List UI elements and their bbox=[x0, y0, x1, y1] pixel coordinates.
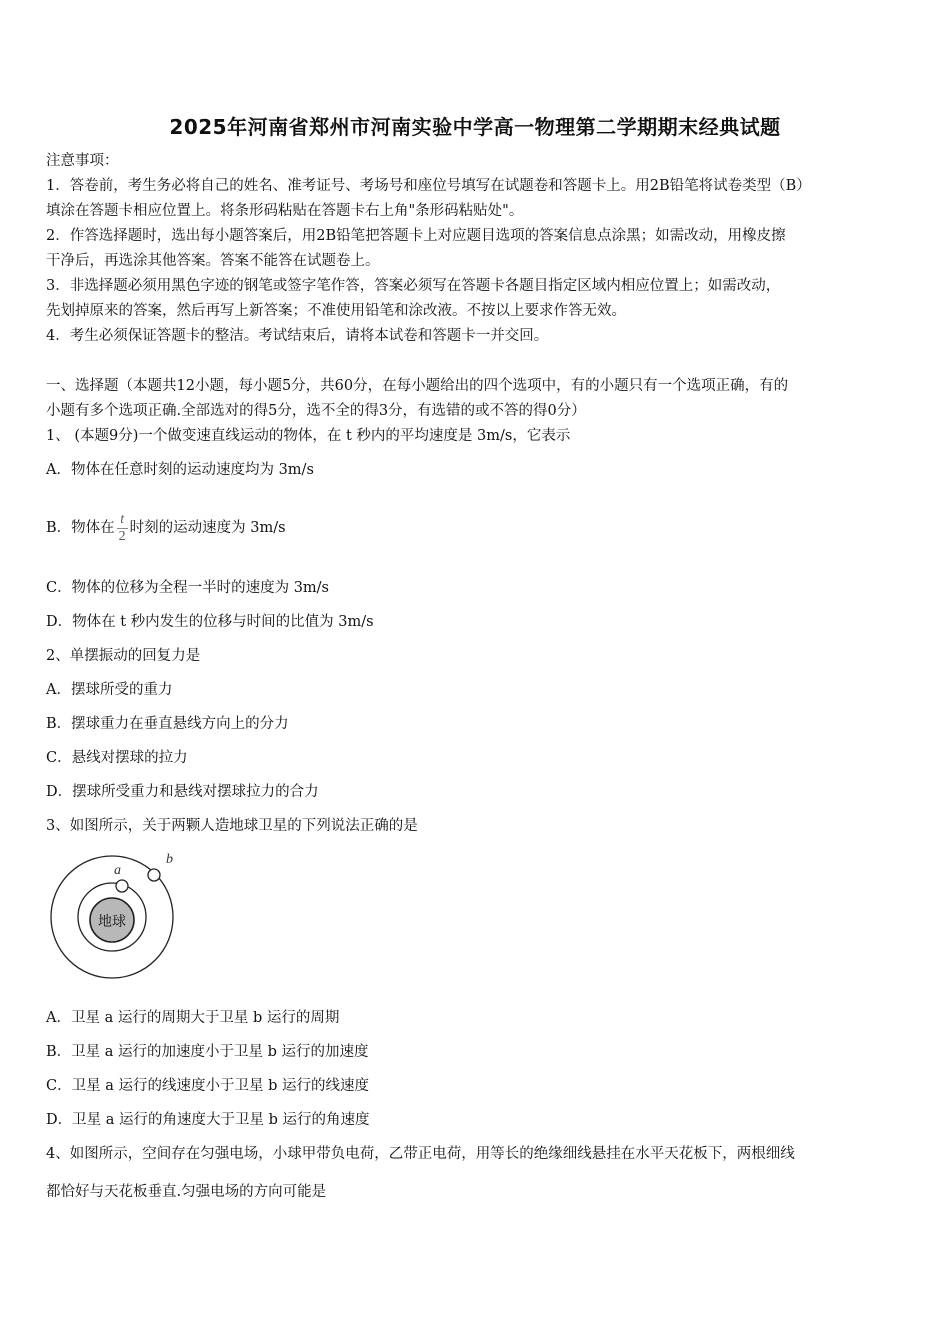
notice-item-2b: 干净后，再选涂其他答案。答案不能答在试题卷上。 bbox=[46, 253, 380, 269]
q1-fraction-num: t bbox=[120, 511, 125, 527]
q1-option-b-post: 时刻的运动速度为 3m/s bbox=[129, 520, 286, 536]
section-line-1: 一、选择题（本题共12小题，每小题5分，共60分，在每小题给出的四个选项中，有的小题只有一个选项正确，有的 bbox=[46, 378, 789, 394]
q3-option-c: C．卫星 a 运行的线速度小于卫星 b 运行的线速度 bbox=[46, 1078, 369, 1094]
q2-option-c: C．悬线对摆球的拉力 bbox=[46, 750, 188, 766]
q1-option-b-pre: B．物体在 bbox=[46, 520, 115, 536]
q1-option-c: C．物体的位移为全程一半时的速度为 3m/s bbox=[46, 580, 330, 596]
notice-item-3b: 先划掉原来的答案，然后再写上新答案；不准使用铅笔和涂改液。不按以上要求作答无效。 bbox=[46, 303, 626, 319]
q3-stem: 3、如图所示，关于两颗人造地球卫星的下列说法正确的是 bbox=[46, 818, 418, 834]
notice-item-1a: 1．答卷前，考生务必将自己的姓名、准考证号、考场号和座位号填写在试题卷和答题卡上。用2B铅笔将试卷类型（B） bbox=[46, 178, 811, 194]
satellite-a-label: a bbox=[114, 863, 121, 878]
notice-item-3a: 3．非选择题必须用黑色字迹的钢笔或签字笔作答，答案必须写在答题卡各题目指定区域内相应位置上；如需改动， bbox=[46, 278, 781, 294]
q2-stem: 2、单摆振动的回复力是 bbox=[46, 648, 201, 664]
q1-option-b bbox=[46, 508, 908, 548]
q2-option-b: B．摆球重力在垂直悬线方向上的分力 bbox=[46, 716, 289, 732]
q2-option-d: D．摆球所受重力和悬线对摆球拉力的合力 bbox=[46, 784, 319, 800]
satellite-orbit-figure bbox=[44, 846, 184, 980]
satellite-b bbox=[148, 869, 160, 881]
q4-line-1: 4、如图所示，空间存在匀强电场，小球甲带负电荷，乙带正电荷，用等长的绝缘细线悬挂在水平天花板下，两根细线 bbox=[46, 1146, 795, 1162]
notice-heading: 注意事项： bbox=[46, 153, 119, 169]
satellite-a bbox=[116, 880, 128, 892]
q3-option-b: B．卫星 a 运行的加速度小于卫星 b 运行的加速度 bbox=[46, 1044, 369, 1060]
notice-item-2a: 2．作答选择题时，选出每小题答案后，用2B铅笔把答题卡上对应题目选项的答案信息点涂黑；如需改动，用橡皮擦 bbox=[46, 228, 786, 244]
satellite-b-label: b bbox=[166, 852, 173, 867]
q3-option-d: D．卫星 a 运行的角速度大于卫星 b 运行的角速度 bbox=[46, 1112, 370, 1128]
q1-fraction-den: 2 bbox=[118, 528, 126, 544]
q4-line-2: 都恰好与天花板垂直.匀强电场的方向可能是 bbox=[46, 1184, 327, 1200]
q1-option-d: D．物体在 t 秒内发生的位移与时间的比值为 3m/s bbox=[46, 614, 374, 630]
notice-item-1b: 填涂在答题卡相应位置上。将条形码粘贴在答题卡右上角"条形码粘贴处"。 bbox=[46, 203, 524, 219]
earth-label: 地球 bbox=[98, 914, 126, 930]
q3-option-a: A．卫星 a 运行的周期大于卫星 b 运行的周期 bbox=[46, 1010, 340, 1026]
q1-fraction bbox=[117, 512, 128, 545]
page-title: 2025年河南省郑州市河南实验中学高一物理第二学期期末经典试题 bbox=[169, 115, 781, 139]
section-line-2: 小题有多个选项正确.全部选对的得5分，选不全的得3分，有选错的或不答的得0分） bbox=[46, 403, 586, 419]
q1-stem: 1、 (本题9分)一个做变速直线运动的物体，在 t 秒内的平均速度是 3m/s，它表示 bbox=[46, 428, 571, 444]
q1-option-a: A．物体在任意时刻的运动速度均为 3m/s bbox=[46, 462, 314, 478]
notice-item-4: 4．考生必须保证答题卡的整洁。考试结束后，请将本试卷和答题卡一并交回。 bbox=[46, 328, 549, 344]
q2-option-a: A．摆球所受的重力 bbox=[46, 682, 173, 698]
